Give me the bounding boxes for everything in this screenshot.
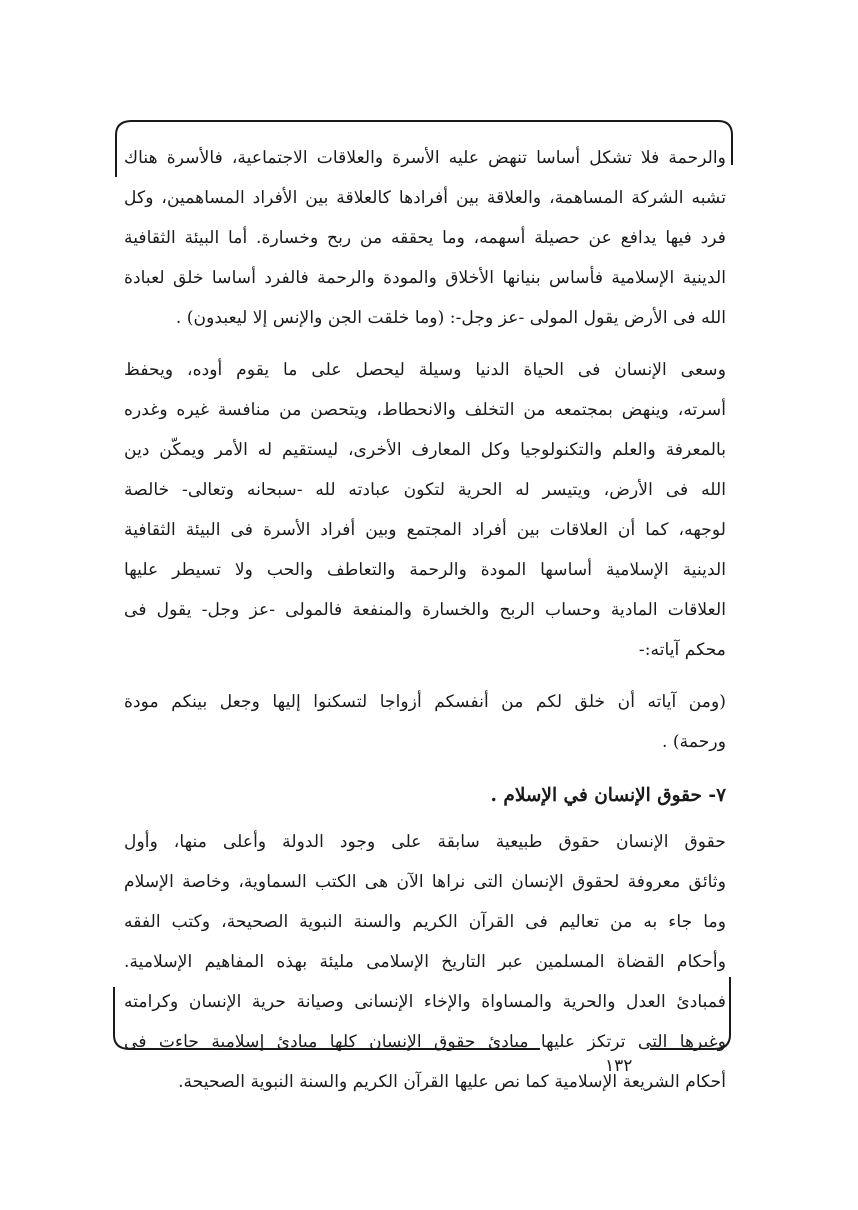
text-line: الله فى الأرض، ويتيسر له الحرية لتكون عبادته لله -سبحانه وتعالى- خالصة xyxy=(124,480,726,500)
page-number: ١٣٢ xyxy=(605,1056,633,1076)
text-line: العلاقات المادية وحساب الربح والخسارة والمنفعة فالمولى -عز وجل- يقول فى xyxy=(124,600,726,620)
text-line: وغيرها التى ترتكز عليها مبادئ حقوق الإنسان كلها مبادئ إسلامية جاءت فى xyxy=(124,1032,726,1052)
quran-quote xyxy=(124,682,726,762)
text-line: الدينية الإسلامية فأساس بنيانها الأخلاق والمودة والرحمة فالفرد أساسا خلق لعبادة xyxy=(124,268,726,288)
text-line: والرحمة فلا تشكل أساسا تنهض عليه الأسرة والعلاقات الاجتماعية، فالأسرة هناك xyxy=(124,148,726,168)
text-line: (ومن آياته أن خلق لكم من أنفسكم أزواجا لتسكنوا إليها وجعل بينكم مودة xyxy=(124,692,726,712)
page-body xyxy=(124,138,726,1102)
text-line: تشبه الشركة المساهمة، والعلاقة بين أفرادها كالعلاقة بين الأفراد المساهمين، وكل xyxy=(124,188,726,208)
text-line: حقوق الإنسان حقوق طبيعية سابقة على وجود الدولة وأعلى منها، وأول xyxy=(124,832,726,852)
text-line: فمبادئ العدل والحرية والمساواة والإخاء الإنسانى وصيانة حرية الإنسان وكرامته xyxy=(124,992,726,1012)
paragraph-1 xyxy=(124,138,726,338)
text-line: وسعى الإنسان فى الحياة الدنيا وسيلة ليحصل على ما يقوم أوده، ويحفظ xyxy=(124,360,726,380)
paragraph-2 xyxy=(124,350,726,670)
text-line: وأحكام القضاة المسلمين عبر التاريخ الإسلامى مليئة بهذه المفاهيم الإسلامية. xyxy=(124,952,726,972)
section-heading: ٧- حقوق الإنسان في الإسلام . xyxy=(490,785,726,806)
text-line: أحكام الشريعة الإسلامية كما نص عليها القرآن الكريم والسنة النبوية الصحيحة. xyxy=(178,1072,726,1092)
text-line: ورحمة) . xyxy=(661,732,726,752)
text-line: الله فى الأرض يقول المولى -عز وجل-: (وما خلقت الجن والإنس إلا ليعبدون) . xyxy=(175,308,726,328)
text-line: أسرته، وينهض بمجتمعه من التخلف والانحطاط، ويتحصن من منافسة غيره وغدره xyxy=(124,400,726,420)
text-line: بالمعرفة والعلم والتكنولوجيا وكل المعارف الأخرى، ليستقيم له الأمر ويمكّن دين xyxy=(124,440,726,460)
paragraph-3 xyxy=(124,822,726,1102)
text-line: وثائق معروفة لحقوق الإنسان التى نراها الآن هى الكتب السماوية، وخاصة الإسلام xyxy=(124,872,726,892)
text-line: وما جاء به من تعاليم فى القرآن الكريم والسنة النبوية الصحيحة، وكتب الفقه xyxy=(124,912,726,932)
text-line: الدينية الإسلامية أساسها المودة والرحمة والتعاطف والحب ولا تسيطر عليها xyxy=(124,560,726,580)
text-line: لوجهه، كما أن العلاقات بين أفراد المجتمع وبين أفراد الأسرة فى البيئة الثقافية xyxy=(124,520,726,540)
text-line: محكم آياته:- xyxy=(638,640,726,660)
text-line: فرد فيها يدافع عن حصيلة أسهمه، وما يحققه من ربح وخسارة. أما البيئة الثقافية xyxy=(124,228,726,248)
